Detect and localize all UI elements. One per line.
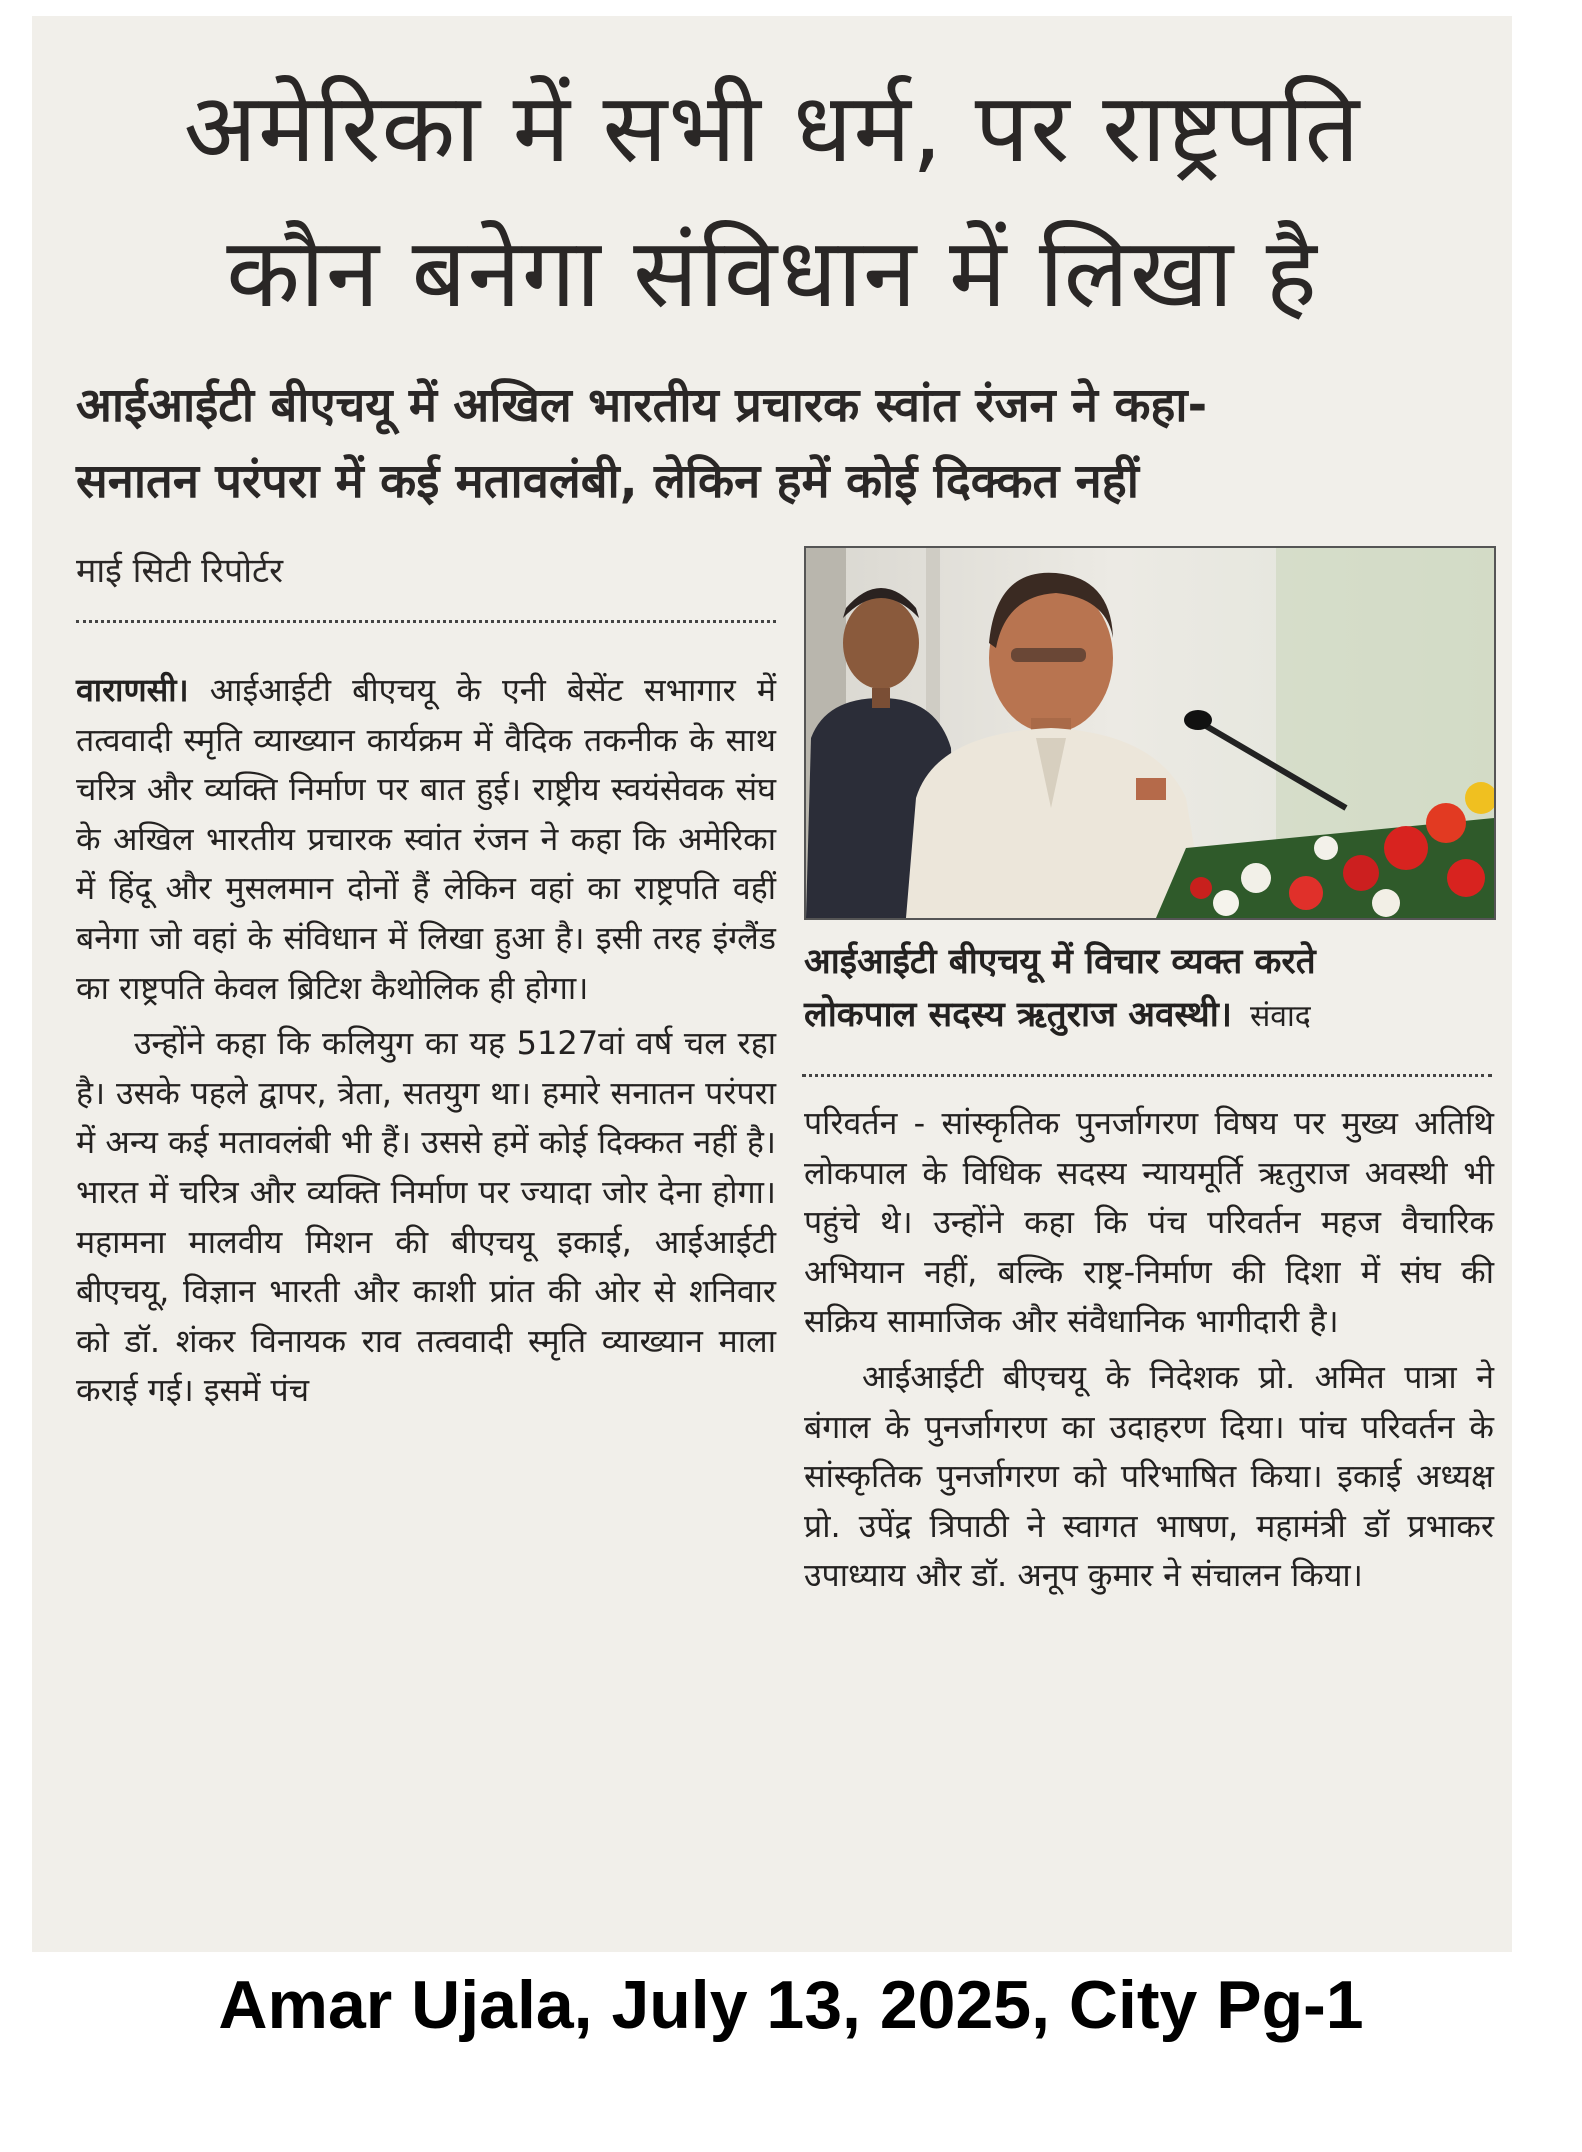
byline-divider: [76, 620, 776, 623]
photo-caption-line-1: आईआईटी बीएचयू में विचार व्यक्त करते: [804, 942, 1316, 982]
caption-divider: [802, 1074, 1492, 1077]
speaker-photo-illustration: [806, 548, 1494, 918]
headline-line-1: अमेरिका में सभी धर्म, पर राष्ट्रपति: [183, 72, 1361, 184]
source-footer: Amar Ujala, July 13, 2025, City Pg-1: [218, 1967, 1364, 2043]
article-right-column: [804, 1099, 1494, 1607]
newspaper-clipping: [32, 16, 1512, 1952]
byline: माई सिटी रिपोर्टर: [76, 551, 284, 591]
photo-caption: [804, 936, 1492, 1041]
article-left-column: [76, 666, 776, 1422]
subheadline-line-2: सनातन परंपरा में कई मतावलंबी, लेकिन हमें कोई दिक्कत नहीं: [76, 454, 1139, 509]
article-paragraph: उन्होंने कहा कि कलियुग का यह 5127वां वर्ष चल रहा है। उसके पहले द्वापर, त्रेता, सतयुग था। हमारे सनातन परंपरा में अन्य कई मतावलंबी भी हैं। उससे हमें कोई दिक्कत नहीं है। भारत में चरित्र और व्यक्ति निर्माण पर ज्यादा जोर देना होगा। महामना मालवीय मिशन की बीएचयू इकाई, आईआईटी बीएचयू, विज्ञान भारती और काशी प्रांत की ओर से शनिवार को डॉ. शंकर विनायक राव तत्ववादी स्मृति व्याख्यान माला कराई गई। इसमें पंच: [76, 1024, 776, 1410]
article-text: आईआईटी बीएचयू के एनी बेसेंट सभागार में तत्ववादी स्मृति व्याख्यान कार्यक्रम में वैदिक तकनीक के साथ चरित्र और व्यक्ति निर्माण पर बात हुई। राष्ट्रीय स्वयंसेवक संघ के अखिल भारतीय प्रचारक स्वांत रंजन ने कहा कि अमेरिका में हिंदू और मुसलमान दोनों हैं लेकिन वहां का राष्ट्रपति वहीं बनेगा जो वहां के संविधान में लिखा हुआ है। इसी तरह इंग्लैंड का राष्ट्रपति केवल ब्रिटिश कैथोलिक ही होगा।: [76, 671, 777, 1007]
subheadline-line-1: आईआईटी बीएचयू में अखिल भारतीय प्रचारक स्वांत रंजन ने कहा-: [76, 378, 1208, 433]
dateline: वाराणसी।: [76, 671, 189, 709]
photo-credit: संवाद: [1250, 998, 1311, 1034]
photo-caption-line-2: लोकपाल सदस्य ऋतुराज अवस्थी।: [804, 994, 1233, 1035]
article-paragraph: आईआईटी बीएचयू के निदेशक प्रो. अमित पात्रा ने बंगाल के पुनर्जागरण का उदाहरण दिया। पांच परिवर्तन के सांस्कृतिक पुनर्जागरण को परिभाषित किया। इकाई अध्यक्ष प्रो. उपेंद्र त्रिपाठी ने स्वागत भाषण, महामंत्री डॉ प्रभाकर उपाध्याय और डॉ. अनूप कुमार ने संचालन किया।: [804, 1357, 1494, 1595]
article-paragraph: [76, 666, 776, 1013]
speaker-photo: [804, 546, 1496, 920]
article-paragraph: परिवर्तन - सांस्कृतिक पुनर्जागरण विषय पर मुख्य अतिथि लोकपाल के विधिक सदस्य न्यायमूर्ति ऋतुराज अवस्थी भी पहुंचे थे। उन्होंने कहा कि पंच परिवर्तन महज वैचारिक अभियान नहीं, बल्कि राष्ट्र-निर्माण की दिशा में संघ की सक्रिय सामाजिक और संवैधानिक भागीदारी है।: [804, 1104, 1494, 1341]
headline-line-2: कौन बनेगा संविधान में लिखा है: [226, 217, 1318, 329]
